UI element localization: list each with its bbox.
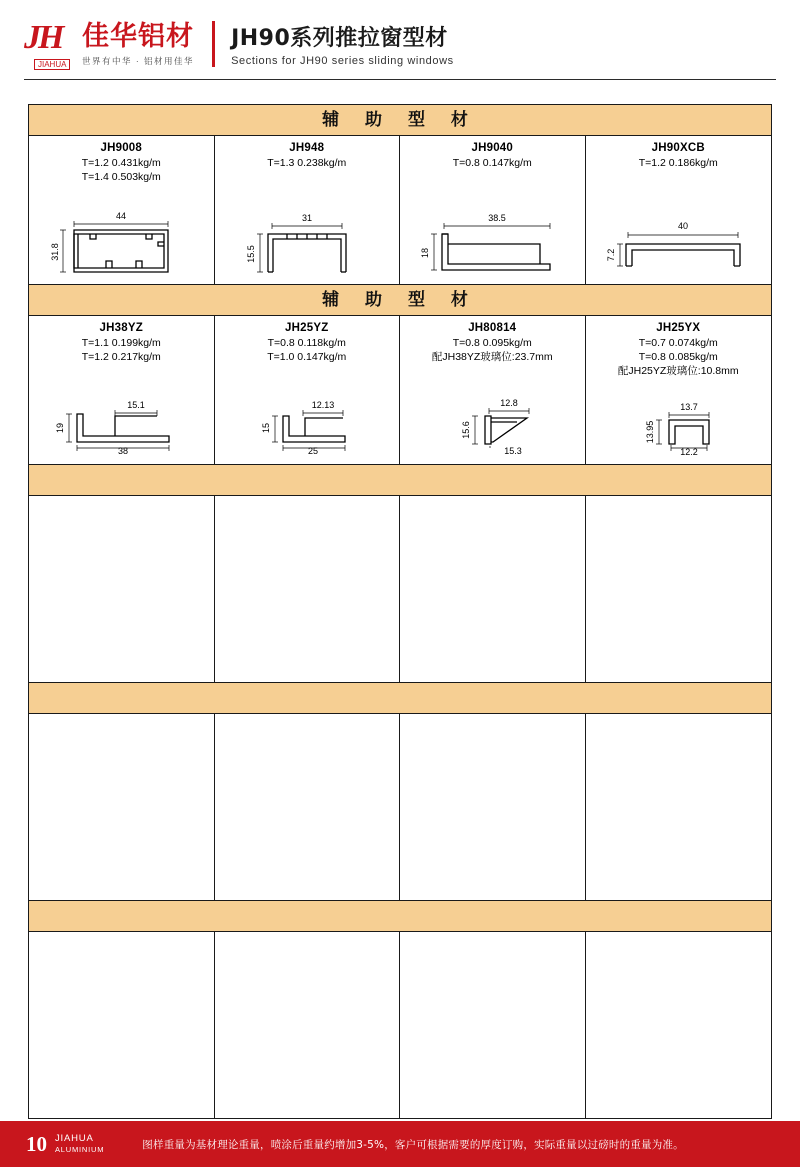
header-rule <box>24 79 776 80</box>
profile-cell-empty <box>29 932 215 1118</box>
profile-spec: T=0.7 0.074kg/m <box>638 337 718 349</box>
profile-cell-empty <box>586 932 772 1118</box>
profile-cell-empty <box>586 714 772 900</box>
profile-cell-empty <box>400 932 586 1118</box>
page-title-cn: JH90系列推拉窗型材 <box>231 26 448 51</box>
profile-spec: T=1.2 0.186kg/m <box>638 157 718 169</box>
svg-text:15.5: 15.5 <box>245 245 256 263</box>
footer-note: 图样重量为基材理论重量，喷涂后重量约增加3-5%，客户可根据需要的厚度订购，实际重量以过磅时的重量为准。 <box>142 1138 684 1151</box>
profile-cell-jh9008 <box>29 136 215 284</box>
profile-drawing <box>590 170 768 280</box>
brand-slogan: 世界有中华 · 铝材用佳华 <box>82 55 195 66</box>
svg-text:13.7: 13.7 <box>680 402 699 412</box>
profile-drawing <box>219 170 396 280</box>
dim-width-label: 44 <box>116 211 127 221</box>
profile-cell-empty <box>400 714 586 900</box>
profile-cell-jh25yz <box>215 316 401 464</box>
profile-cell-jh90xcb <box>586 136 772 284</box>
page-header <box>0 0 800 88</box>
svg-text:15.3: 15.3 <box>504 446 523 456</box>
profile-cell-empty <box>215 714 401 900</box>
profile-code: JH80814 <box>468 322 517 334</box>
svg-text:15: 15 <box>260 422 271 434</box>
profile-cell-empty <box>215 496 401 682</box>
section-band <box>29 683 771 714</box>
brand-logo <box>24 19 194 69</box>
profile-cell-empty <box>400 496 586 682</box>
logo-badge-label: JIAHUA <box>34 59 70 70</box>
profile-spec: T=0.8 0.085kg/m <box>638 351 718 363</box>
profile-spec: T=0.8 0.095kg/m <box>452 337 532 349</box>
svg-text:12.8: 12.8 <box>500 398 519 408</box>
section-band <box>29 465 771 496</box>
profile-cell-empty <box>215 932 401 1118</box>
table-row <box>29 714 771 901</box>
profile-cell-empty <box>29 714 215 900</box>
jiahua-logo-icon: JH JIAHUA <box>24 19 74 69</box>
page-number: 10 <box>26 1131 47 1156</box>
svg-text:31.8: 31.8 <box>50 243 61 261</box>
svg-text:12.2: 12.2 <box>680 447 699 457</box>
svg-text:12.13: 12.13 <box>311 400 335 410</box>
profile-drawing <box>404 364 581 460</box>
profile-code: JH9040 <box>471 142 513 154</box>
profile-note: 配JH38YZ玻璃位:23.7mm <box>431 351 553 363</box>
profile-drawing <box>33 184 210 280</box>
profile-cell-jh25yx <box>586 316 772 464</box>
profiles-table <box>28 104 772 1119</box>
svg-text:13.95: 13.95 <box>645 420 656 444</box>
svg-text:31: 31 <box>301 213 312 223</box>
profile-spec: T=1.4 0.503kg/m <box>81 171 161 183</box>
table-row <box>29 136 771 285</box>
profile-cell-empty <box>586 496 772 682</box>
svg-text:40: 40 <box>678 221 689 231</box>
table-row <box>29 316 771 465</box>
profile-note: 配JH25YZ玻璃位:10.8mm <box>617 365 739 377</box>
svg-text:15.1: 15.1 <box>127 400 146 410</box>
profile-drawing <box>33 364 210 460</box>
profile-cell-jh80814 <box>400 316 586 464</box>
profile-spec: T=1.3 0.238kg/m <box>267 157 347 169</box>
profile-drawing <box>219 364 396 460</box>
profile-code: JH25YZ <box>285 322 329 334</box>
profile-cell-jh38yz <box>29 316 215 464</box>
footer-brand <box>55 1133 104 1155</box>
header-divider <box>212 21 215 67</box>
profile-drawing <box>590 378 768 460</box>
svg-text:15.6: 15.6 <box>461 421 472 439</box>
profile-cell-empty <box>29 496 215 682</box>
footer-brand-line2: ALUMINIUM <box>55 1145 105 1154</box>
profile-code: JH90XCB <box>651 142 705 154</box>
svg-text:38.5: 38.5 <box>488 213 507 223</box>
svg-text:7.2: 7.2 <box>606 248 617 262</box>
brand-name-cn: 佳华铝材 <box>82 20 194 52</box>
profile-code: JH948 <box>289 142 325 154</box>
profile-spec: T=1.2 0.431kg/m <box>81 157 161 169</box>
page-footer <box>0 1121 800 1167</box>
profile-spec: T=1.0 0.147kg/m <box>267 351 347 363</box>
section-band <box>29 901 771 932</box>
profile-spec: T=0.8 0.147kg/m <box>452 157 532 169</box>
table-row <box>29 496 771 683</box>
profile-spec: T=0.8 0.118kg/m <box>267 337 346 349</box>
svg-text:18: 18 <box>420 247 431 259</box>
page-title-en: Sections for JH90 series sliding windows <box>231 55 454 67</box>
section-band: 辅 助 型 材 <box>29 105 771 136</box>
table-row <box>29 932 771 1118</box>
svg-text:19: 19 <box>55 422 66 434</box>
profile-cell-jh9040 <box>400 136 586 284</box>
profile-code: JH38YZ <box>99 322 143 334</box>
profile-code: JH25YX <box>656 322 701 334</box>
svg-text:25: 25 <box>307 446 318 456</box>
profile-spec: T=1.1 0.199kg/m <box>81 337 161 349</box>
svg-text:38: 38 <box>118 446 129 456</box>
profile-spec: T=1.2 0.217kg/m <box>81 351 161 363</box>
profile-drawing <box>404 170 581 280</box>
section-band: 辅 助 型 材 <box>29 285 771 316</box>
footer-brand-line1: JIAHUA <box>55 1133 94 1144</box>
profile-code: JH9008 <box>100 142 142 154</box>
profile-cell-jh948 <box>215 136 401 284</box>
